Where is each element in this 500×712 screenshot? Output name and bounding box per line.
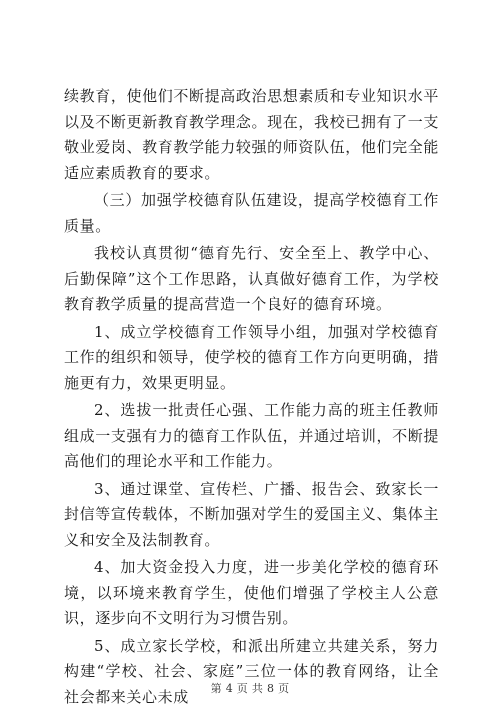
- list-item-5: 5、成立家长学校，和派出所建立共建关系，努力构建“学校、社会、家庭”三位一体的教育网络，让全社会都来关心未成: [64, 636, 439, 706]
- document-body: [64, 84, 439, 712]
- list-item-3: 3、通过课堂、宣传栏、广播、报告会、致家长一封信等宣传载体，不断加强对学生的爱国主义、集体主义和安全及法制教育。: [64, 479, 439, 549]
- list-item-1: 1、成立学校德育工作领导小组，加强对学校德育工作的组织和领导，使学校的德育工作方向更明确，措施更有力，效果更明显。: [64, 322, 439, 392]
- list-item-4: 4、加大资金投入力度，进一步美化学校的德育环境，以环境来教育学生，使他们增强了学校主人公意识，逐步向不文明行为习惯告别。: [64, 558, 439, 627]
- paragraph-continuation: 续教育，使他们不断提高政治思想素质和专业知识水平以及不断更新教育教学理念。现在，我校已拥有了一支敬业爱岗、教育教学能力较强的师资队伍，他们完全能适应素质教育的要求。: [64, 87, 439, 182]
- list-item-2: 2、选拔一批责任心强、工作能力高的班主任教师组成一支强有力的德育工作队伍，并通过培训，不断提高他们的理论水平和工作能力。: [64, 401, 439, 470]
- paragraph-intro: 我校认真贯彻“德育先行、安全至上、教学中心、后勤保障”这个工作思路，认真做好德育工作，为学校教育教学质量的提高营造一个良好的德育环境。: [64, 244, 439, 313]
- page-footer: 第 4 页 共 8 页: [210, 682, 290, 695]
- section-heading: （三）加强学校德育队伍建设，提高学校德育工作质量。: [64, 191, 439, 235]
